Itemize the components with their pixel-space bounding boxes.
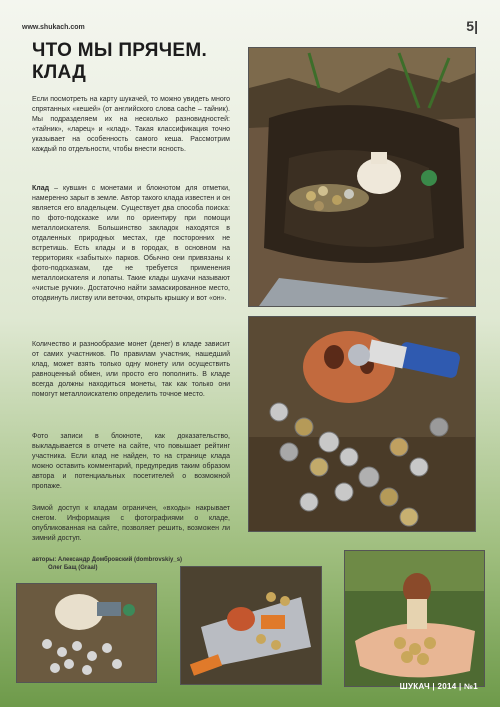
paragraph-notebook-text: Фото записи в блокноте, как доказательство, выкладывается в отчете на сайте, что повышает рейтинг участника. Если клад не найден, то на странице клада можно оставить комментарий, предупредив таким образом автора и потенциальных посетителей о возможной пропаже. bbox=[32, 433, 230, 490]
photo-hand-jug bbox=[344, 550, 485, 687]
photo-shovel-coins bbox=[180, 566, 322, 685]
authors-line-2: Олег Бащ (Graal) bbox=[48, 565, 98, 571]
paragraph-klad-lead: Клад bbox=[32, 185, 50, 192]
site-url: www.shukach.com bbox=[22, 24, 85, 31]
paragraph-winter bbox=[32, 504, 230, 544]
photo-white-jug bbox=[16, 583, 157, 683]
page-number: 5| bbox=[466, 18, 478, 34]
title-line-1: ЧТО МЫ ПРЯЧЕМ. bbox=[32, 40, 208, 61]
paragraph-intro bbox=[32, 95, 230, 155]
footer-issue: ШУКАЧ | 2014 | №1 bbox=[399, 682, 478, 691]
paragraph-intro-text: Если посмотреть на карту шукачей, то можно увидеть много спрятанных «кешей» (от английского слова cache – тайник). Мы подразделяем их на несколько разновидностей: «тайник», «ларец» и «клад». Такая классификация точно указывает на особенность самого кеша. Рассмотрим каждый по отдельности, чтобы внести ясность. bbox=[32, 96, 230, 153]
paragraph-notebook bbox=[32, 432, 230, 492]
paragraph-winter-text: Зимой доступ к кладам ограничен, «входы» накрывает снегом. Информация с фотографиями о кладе, опубликованная на сайте, позволяет решить, возможен ли зимний доступ. bbox=[32, 505, 230, 542]
paragraph-coins-text: Количество и разнообразие монет (денег) в кладе зависит от самих участников. По правилам участник, нашедший клад, может взять только одну монету или осуществить равноценный обмен, или просто его пополнить. В кладе всегда должны находиться монеты, так как только они помогут металлоискателю определить точное место. bbox=[32, 341, 230, 398]
photo-coins-jug bbox=[248, 316, 476, 532]
photo-dug-treasure bbox=[248, 47, 476, 307]
paragraph-klad-text: – кувшин с монетами и блокнотом для отметки, намеренно зарыт в земле. Автор такого клада известен и он является его владельцем. Существует два способа поиска: по фото-подсказке или по ориентиру при помощи металлоискателя. Большинство закладок находятся в отдаленных природных местах, где посторонних не встретишь. Есть клады и в городах, в основном на территориях «забытых» парков. Обычно они привязаны к фото-подсказкам, где не требуется применения металлоискателя и лопаты. Такие клады шукачи называют «чистые ручки». Достаточно найти замаскированное место, отодвинуть листву или веточки, открыть крышку и вот «он». bbox=[32, 185, 230, 302]
title-line-2: КЛАД bbox=[32, 62, 87, 83]
article-title bbox=[32, 40, 242, 84]
paragraph-coins bbox=[32, 340, 230, 400]
paragraph-klad bbox=[32, 184, 230, 304]
authors-line-1: авторы: Александр Домбровский (dombrovskiy_s) bbox=[32, 557, 183, 563]
